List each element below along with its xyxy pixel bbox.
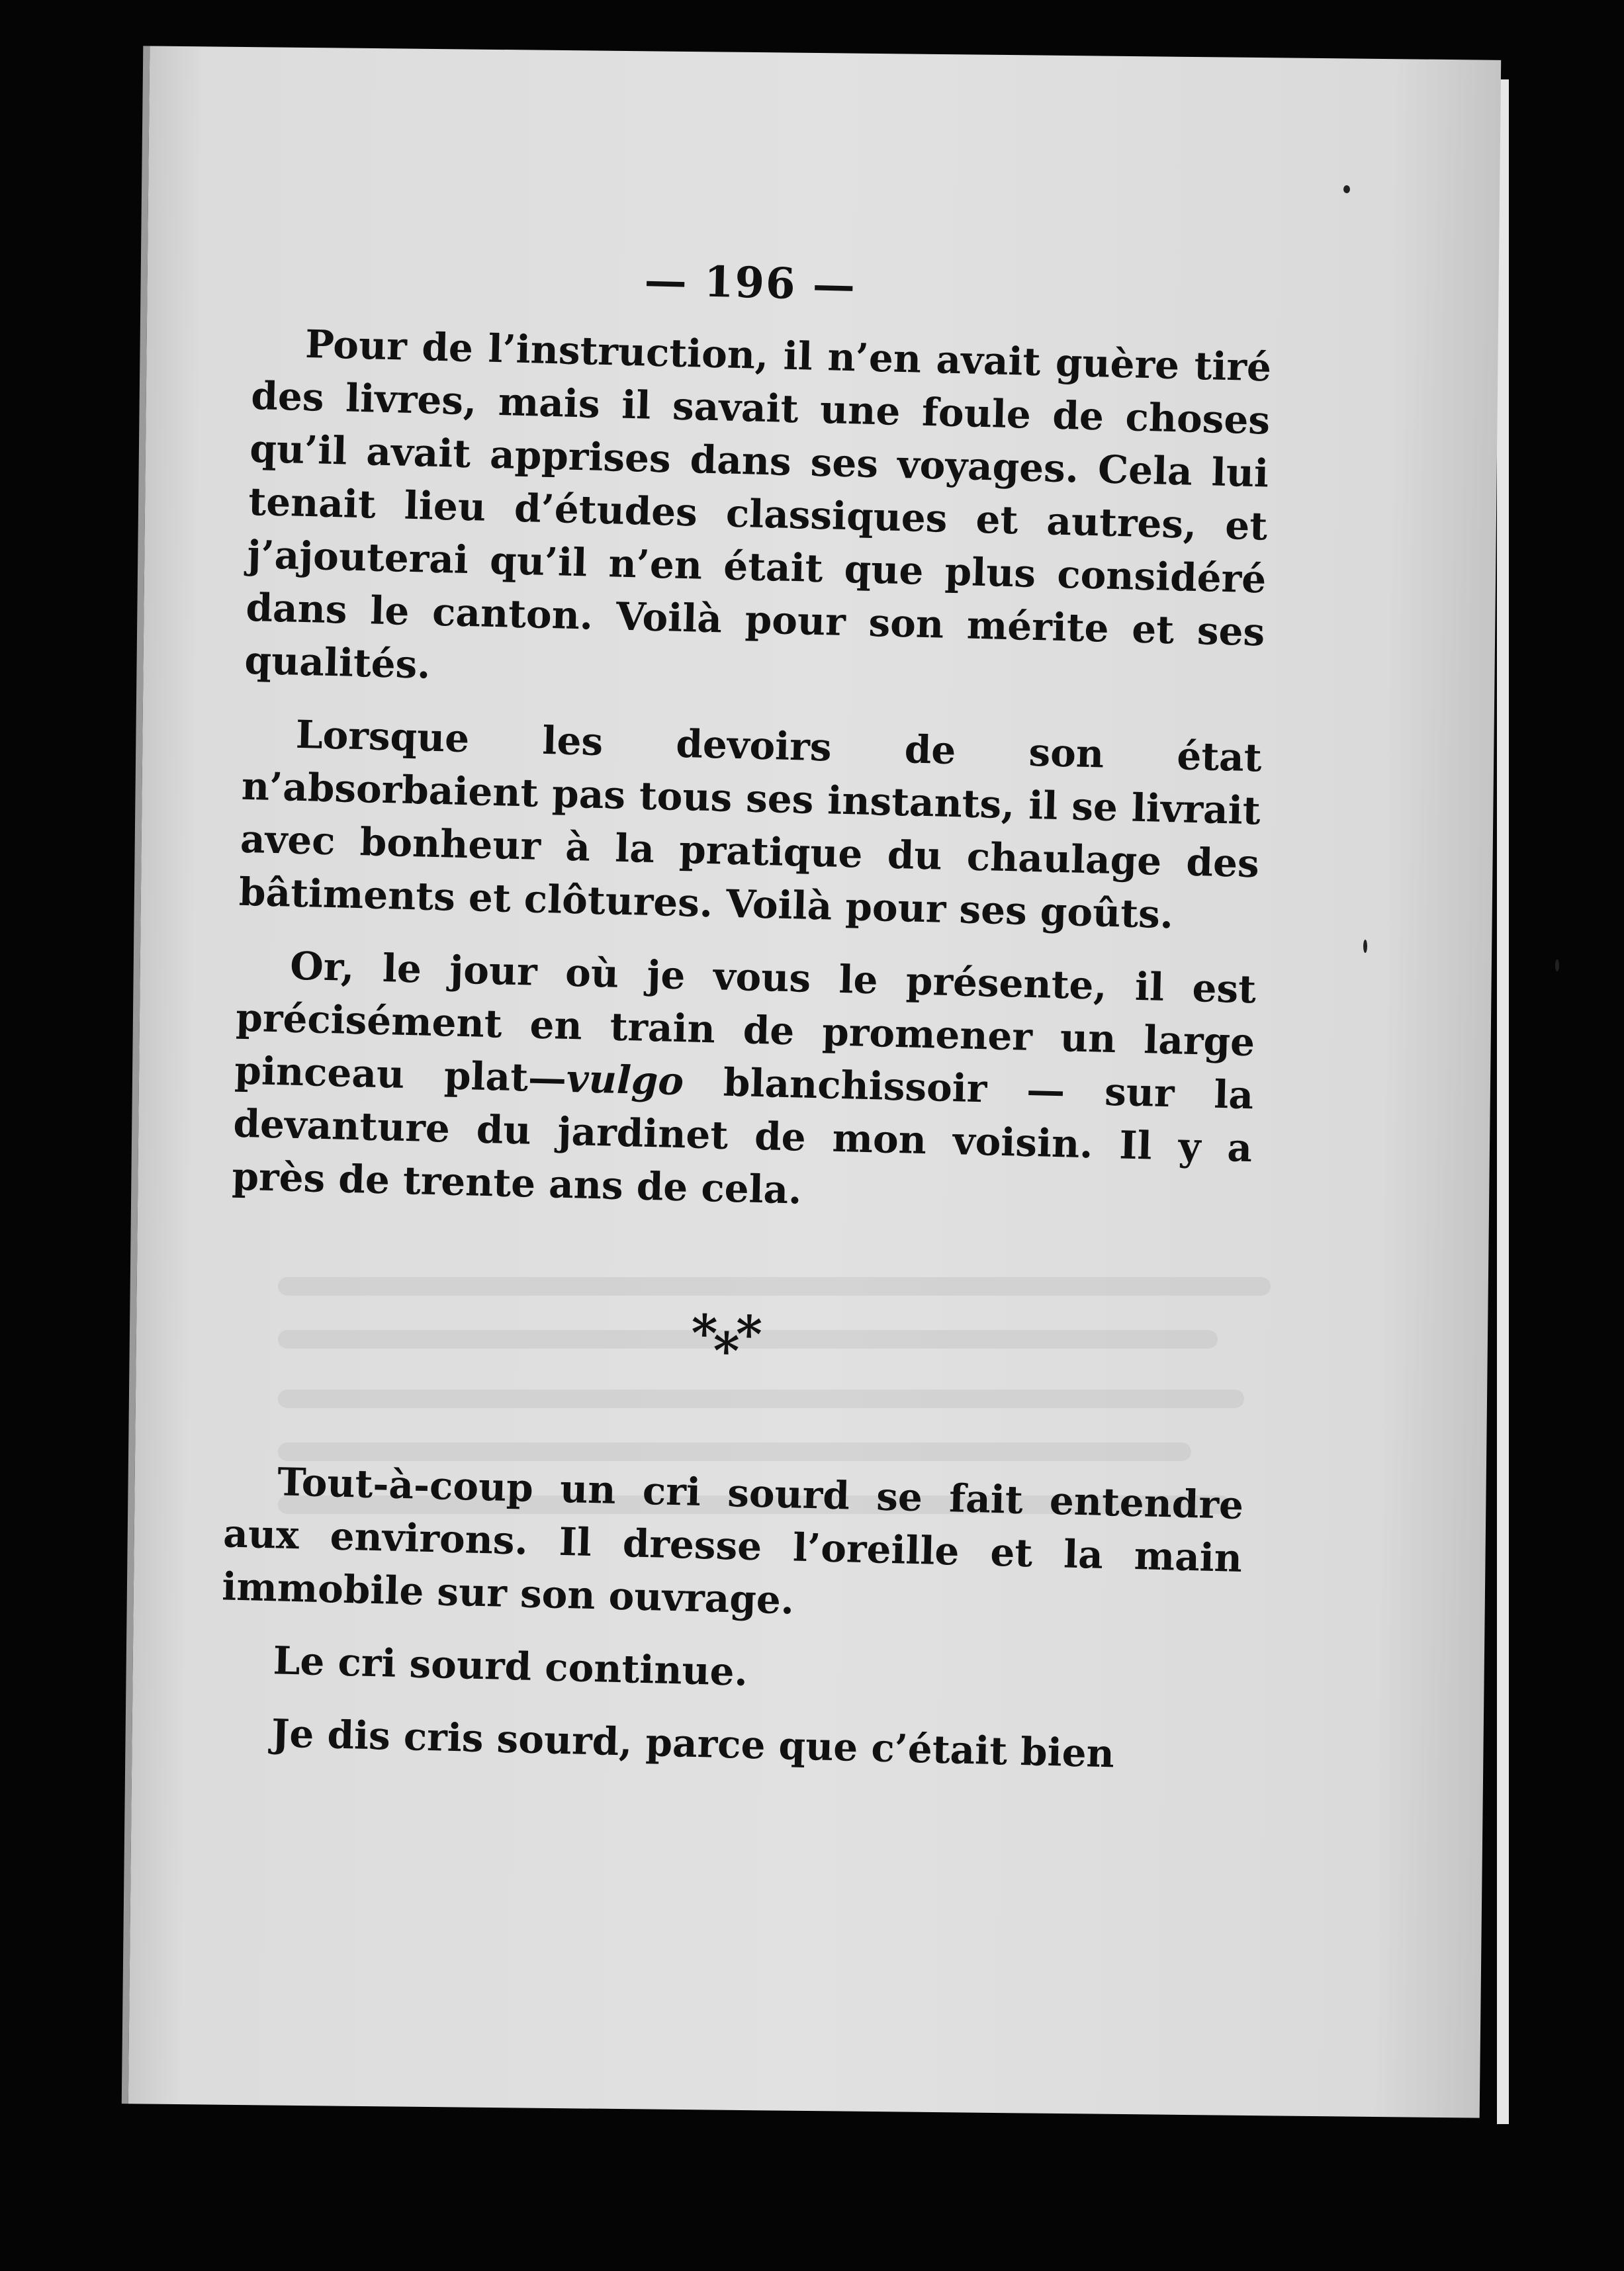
asterisk: *: [690, 1303, 715, 1363]
paragraph: Lorsque les devoirs de son état n’absorbaient pas tous ses instants, il se livrait avec bonheur à la pratique du chaulage des bâtiments et clôtures. Voilà pour ses goûts.: [238, 711, 1263, 938]
asterisk: *: [735, 1304, 759, 1364]
asterisk: *: [712, 1321, 737, 1381]
paragraph: [232, 938, 1257, 1228]
page-text-block: [217, 245, 1273, 1803]
paragraph-text: blanchissoir — sur la devanture du jardinet de mon voisin. Il y a près de trente ans de cela.: [231, 1059, 1254, 1213]
paragraph: Je dis cris sourd, parce que c’était bien: [271, 1711, 1115, 1777]
italic-term: vulgo: [566, 1055, 684, 1104]
paragraph-text: Or, le jour où je vous le présente, il est précisément en train de promener un large pinceau plat—: [234, 943, 1257, 1101]
section-break-asterism: [201, 1295, 1247, 1381]
paragraph: Tout-à-coup un cri sourd se fait entendre aux environs. Il dresse l’oreille et la main immobile sur son ouvrage.: [221, 1459, 1244, 1623]
paragraph: Pour de l’instruction, il n’en avait guère tiré des livres, mais il savait une foule de choses qu’il avait apprises dans ses voyages. Cela lui tenait lieu d’études classiques et autres, et j’ajouterai qu’il n’en était que plus considéré dans le canton. Voilà pour son mérite et ses qualités.: [244, 321, 1272, 688]
print-speck: [1363, 940, 1367, 953]
facing-page-edge: [1497, 79, 1509, 2124]
page-number: — 196 —: [643, 255, 857, 311]
paragraph: Le cri sourd continue.: [272, 1638, 748, 1695]
print-speck: [1343, 185, 1350, 193]
print-speck: [1555, 959, 1559, 971]
